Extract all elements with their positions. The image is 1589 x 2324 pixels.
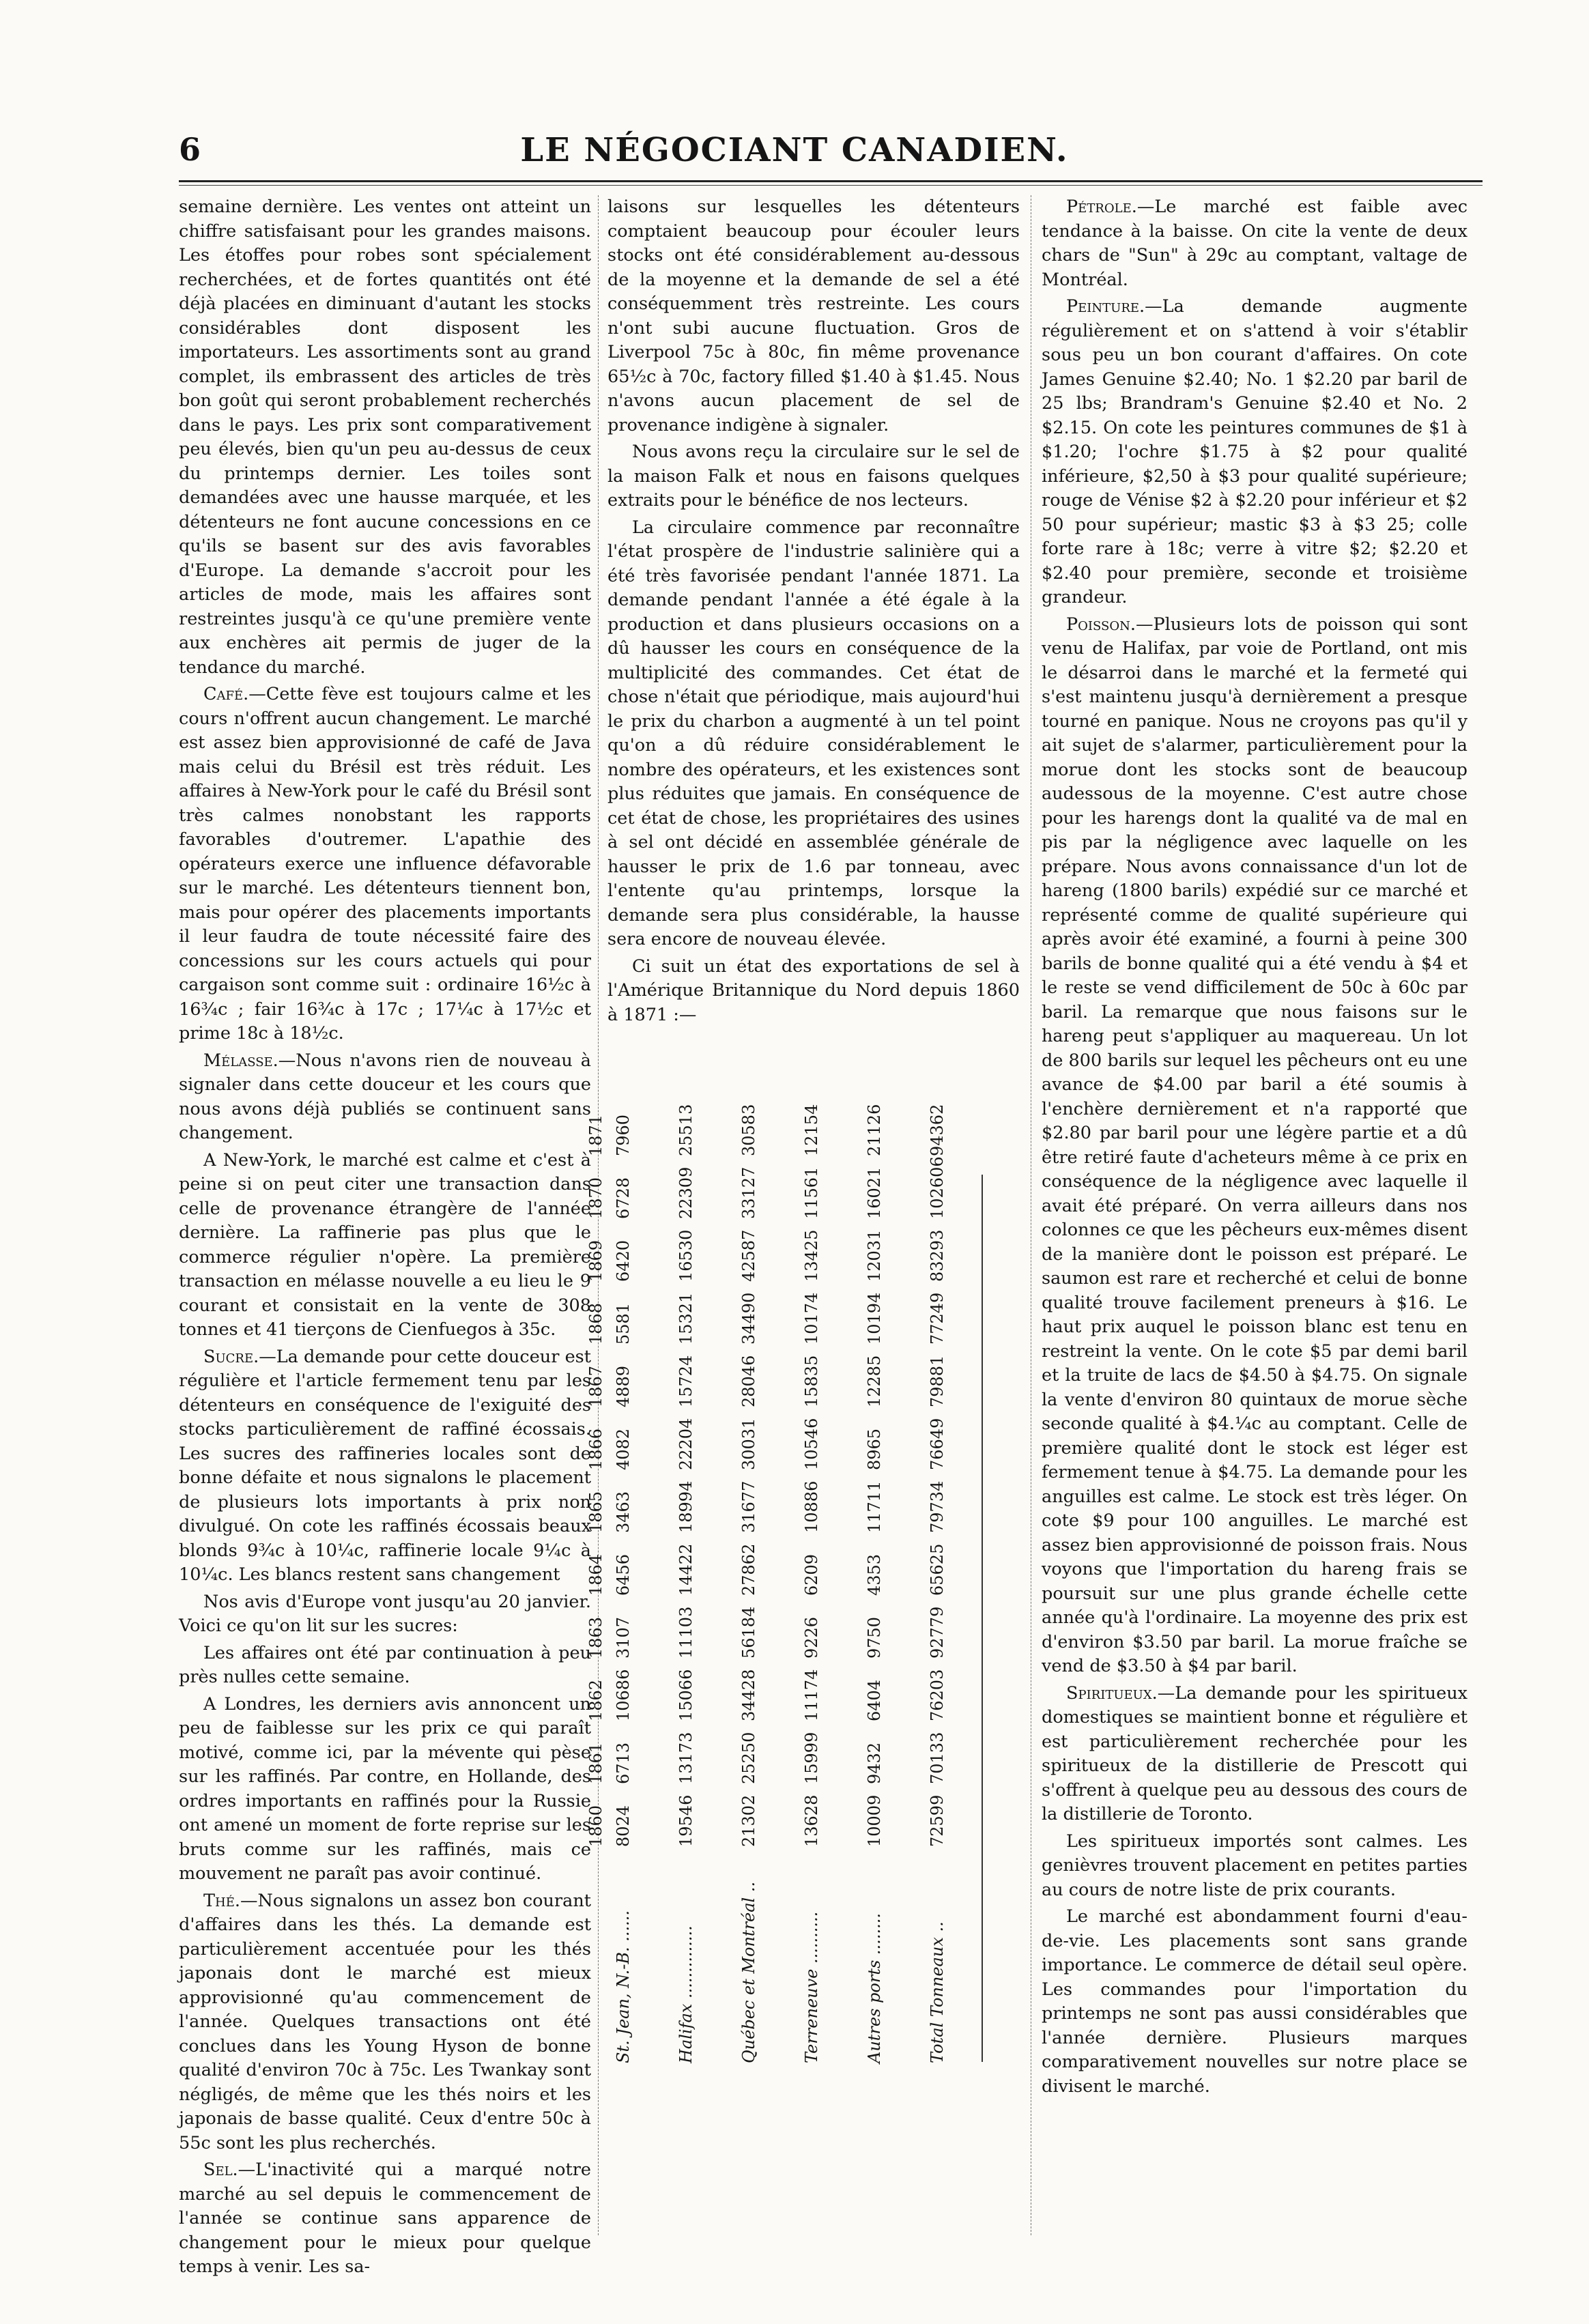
year-cell: 1860 xyxy=(586,1805,605,1847)
section-lead: Spiritueux. xyxy=(1066,1682,1158,1704)
paragraph xyxy=(179,1345,591,1588)
table-cell: 102606 xyxy=(928,1156,947,1219)
column-1 xyxy=(179,195,591,2277)
table-cell: 25513 xyxy=(676,1104,696,1156)
paragraph-text: —Le marché est faible avec tendance à la baisse. On cite la vente de deux chars de "Sun" à 29c au comptant, valtage de Montréal. xyxy=(1042,197,1468,290)
table-cell: 30031 xyxy=(739,1418,758,1470)
row-label: St. Jean, N.-B. ...... xyxy=(614,1910,633,2063)
table-cell: 70133 xyxy=(928,1732,947,1784)
table-cell: 16021 xyxy=(865,1166,884,1219)
section-lead: Sucre. xyxy=(203,1346,259,1367)
paragraph-text: —La demande pour cette douceur est régulière et l'article fermement tenu par les détenteurs en conséquence de l'exiguité des stocks particulièrement de raffiné écossais. Les sucres des raffineries locales sont de bonne défaite et nous signalons le placement de plusieurs lots importants à prix non divulgué. On cote les raffinés écossais beaux blonds 9¾c à 10¼c, raffinerie locale 9¼c à 10¼c. Les blancs restent sans changement xyxy=(179,1346,591,1585)
paragraph-text: —Nous n'avons rien de nouveau à signaler dans cette douceur et les cours que nous avons déjà publiés se continuent sans changement. xyxy=(179,1050,591,1143)
paragraph-text: semaine dernière. Les ventes ont atteint un chiffre satisfaisant pour les grandes maisons. Les étoffes pour robes sont spécialement recherchées, et de fortes quantités ont été déjà placées en diminuant d'autant les stocks considérables dont disposent les importateurs. Les assortiments sont au grand complet, ils embrassent des articles de très bon goût qui seront probablement recherchés dans le pays. Les prix sont comparativement peu élevés, bien qu'un peu au-dessus de ceux du printemps dernier. Les toiles sont demandées avec une hausse marquée, et les détenteurs ne font aucune concessions en ce qu'ils se basent sur des avis favorables d'Europe. La demande s'accroit pour les articles de mode, mais les affaires sont restreintes jusqu'à ce qu'une première vente aux enchères ait permis de juger de la tendance du marché. xyxy=(179,197,591,678)
paragraph-text: A Londres, les derniers avis annoncent un peu de faiblesse sur les prix ce qui paraît motivé, comme ici, par la mévente qui pèse sur les raffinés. Par contre, en Hollande, des ordres importants en raffinés pour la Russie ont amené un moment de forte reprise sur les bruts comme sur les raffinés, mais ce mouvement ne paraît pas avoir continué. xyxy=(179,1693,591,1884)
table-row xyxy=(674,1031,702,2069)
year-cell: 1863 xyxy=(586,1616,605,1659)
paragraph xyxy=(1042,1682,1468,1827)
paragraph-text: Les affaires ont été par continuation à peu près nulles cette semaine. xyxy=(179,1642,591,1687)
table-cell: 11174 xyxy=(802,1669,821,1721)
row-label: Total Tonneaux .. xyxy=(928,1921,947,2063)
paragraph xyxy=(179,1149,591,1343)
paragraph-text: laisons sur lesquelles les détenteurs comptaient beaucoup pour écouler leurs stocks ont été considérablement au-dessous de la moyenne et la demande de sel a été conséquemment très restreinte. Les cours n'ont subi aucune fluctuation. Gros de Liverpool 75c à 80c, fin même provenance 65½c à 70c, factory filled $1.40 à $1.45. Nous n'avons aucun placement de sel de provenance indigène à signaler. xyxy=(607,197,1020,435)
table-cell: 15835 xyxy=(802,1355,821,1407)
table-cell: 18994 xyxy=(676,1480,696,1533)
row-label: Québec et Montréal .. xyxy=(739,1881,758,2063)
table-cell: 12285 xyxy=(865,1355,884,1407)
table-cell: 6420 xyxy=(614,1239,633,1282)
table-cell: 13173 xyxy=(676,1732,696,1784)
table-cell: 15321 xyxy=(676,1292,696,1345)
table-cell: 13425 xyxy=(802,1229,821,1282)
paragraph-text: Les spiritueux importés sont calmes. Les genièvres trouvent placement en petites parties au cours de notre liste de prix courants. xyxy=(1042,1831,1468,1900)
paragraph-text: —La demande pour les spiritueux domestiques se maintient bonne et régulière et est particulièrement recherchée pour les spiritueux de la distillerie de Prescott qui s'offrent à quelque peu au dessous des cours de la distillerie de Toronto. xyxy=(1042,1682,1468,1824)
table-cell: 7960 xyxy=(614,1114,633,1156)
table-cell: 6728 xyxy=(614,1177,633,1219)
table-cell: 19546 xyxy=(676,1794,696,1847)
table-cell: 8965 xyxy=(865,1428,884,1470)
year-cell: 1861 xyxy=(586,1742,605,1784)
table-cell: 22309 xyxy=(676,1166,696,1219)
table-cell: 10886 xyxy=(802,1480,821,1533)
table-cell: 10194 xyxy=(865,1292,884,1345)
table-cell: 12154 xyxy=(802,1104,821,1156)
table-cell: 11561 xyxy=(802,1166,821,1219)
row-label: Halifax .............. xyxy=(676,1925,696,2063)
table-cell: 16530 xyxy=(676,1229,696,1282)
salt-exports-table xyxy=(586,1031,1020,2069)
table-cell: 76649 xyxy=(928,1418,947,1470)
section-lead: Café. xyxy=(203,684,249,704)
table-cell: 79734 xyxy=(928,1480,947,1533)
paragraph xyxy=(1042,1905,1468,2099)
table-cell: 6713 xyxy=(614,1742,633,1784)
table-cell: 10174 xyxy=(802,1292,821,1345)
row-label: Autres ports ........ xyxy=(865,1913,884,2063)
paragraph-text: —Cette fève est toujours calme et les cours n'offrent aucun changement. Le marché est assez bien approvisionné de café de Java mais celui du Brésil est très réduit. Les affaires à New-York pour le café du Brésil sont très calmes nonobstant les rapports favorables d'outremer. L'apathie des opérateurs exerce une influence défavorable sur le marché. Les détenteurs tiennent bon, mais pour opérer des placements importants il leur faudra de toute nécessité faire des concessions sur les cours actuels qui pour cargaison sont comme suit : ordinaire 16½c à 16¾c ; fair 16¾c à 17c ; 17¼c à 17½c et prime 18c à 18½c. xyxy=(179,684,591,1044)
table-cell: 11711 xyxy=(865,1480,884,1533)
year-cell: 1864 xyxy=(586,1553,605,1596)
table-cell: 34428 xyxy=(739,1669,758,1721)
table-cell: 33127 xyxy=(739,1166,758,1219)
table-cell: 15066 xyxy=(676,1669,696,1721)
table-cell: 34490 xyxy=(739,1292,758,1345)
table-cell: 30583 xyxy=(739,1104,758,1156)
table-cell: 3463 xyxy=(614,1491,633,1533)
paragraph-text: —L'inactivité qui a marqué notre marché au sel depuis le commencement de l'année se continue sans apparence de changement pour le mieux pour quelque temps à venir. Les sa- xyxy=(179,2160,591,2277)
year-cell: 1870 xyxy=(586,1177,605,1219)
table-cell: 79881 xyxy=(928,1355,947,1407)
table-cell: 56184 xyxy=(739,1606,758,1659)
paragraph-text: La circulaire commence par reconnaître l'état prospère de l'industrie salinière qui a été très favorisée pendant l'année 1871. La demande pendant l'année a été égale à la production et dans plusieurs occasions on a dû hausser les cours en conséquence de la multiplicité des commandes. Cet état de chose n'était que périodique, mais aujourd'hui le prix du charbon a augmenté à un tel point qu'on a dû réduire considérablement le nombre des opérateurs, et les existences sont plus réduites que jamais. En conséquence de cet état de chose, les propriétaires des usines à sel ont décidé en assemblée générale de hausser le prix de 1.6 par tonneau, avec l'entente qu'au printemps, lorsque la demande sera plus considérable, la hausse sera encore de nouveau élevée. xyxy=(607,517,1020,949)
page-title: LE NÉGOCIANT CANADIEN. xyxy=(520,131,1069,169)
table-cell: 22204 xyxy=(676,1418,696,1470)
paragraph xyxy=(179,1693,591,1887)
paragraph xyxy=(1042,1830,1468,1903)
paragraph xyxy=(607,195,1020,437)
table-cell: 10009 xyxy=(865,1794,884,1847)
paragraph-text: —Plusieurs lots de poisson qui sont venu de Halifax, par voie de Portland, ont mis le désarroi dans le marché et la fermeté qui s'est maintenu jusqu'à dernièrement a presque tourné en panique. Nous ne croyons pas qu'il y ait sujet de s'alarmer, particulièrement pour la morue dont les stocks sont de beaucoup audessous de la moyenne. C'est autre chose pour les harengs dont la qualité va de mal en pis par la négligence avec laquelle on les prépare. Nous avons connaissance d'un lot de hareng (1800 barils) expédié sur ce marché et représenté comme de qualité supérieure qui après avoir été examiné, a fourni à peine 300 barils de bonne qualité qui a été vendu à $4 et le reste se vend difficilement de 50c à 60c par baril. La remarque que nous faisons sur le hareng peut s'appliquer au maquereau. Un lot de 800 barils sur lequel les pêcheurs ont eu une avance de $4.00 par baril a été soumis à l'enchère dernièrement et n'a rapporté que $2.80 par baril pour une légère partie et a dû être retiré faute d'acheteurs même à ce prix en conséquence de la négligence avec laquelle il avait été préparé. On verra ailleurs dans nos colonnes ce que les pêcheurs eux-mêmes disent de la manière dont le poisson est préparé. Le saumon est rare et recherché et celui de bonne qualité trouve facilement preneurs à $16. Le haut prix auquel le poisson blanc est tenu en restreint la vente. On le cote $5 par demi baril et la truite de lacs de $4.50 à $4.75. On signale la vente d'environ 80 quintaux de morue sèche seconde qualité à $4.¼c au comptant. Celle de première qualité dont le stock est léger est fermement tenue à $4.75. La demande pour les anguilles est calme. Le stock est très léger. On cote $9 pour 100 anguilles. Le marché est assez bien approvisionné de poisson frais. Nous voyons que l'importation du hareng frais se poursuit sur une plus grande échelle cette année qu'à l'ordinaire. La moyenne des prix est d'environ $3.50 par baril. La morue fraîche se vend de $3.50 à $4 par baril. xyxy=(1042,614,1468,1676)
section-lead: Peinture. xyxy=(1066,296,1145,317)
header-rule-thin xyxy=(179,185,1483,186)
paragraph xyxy=(179,1889,591,2156)
section-lead: Sel. xyxy=(203,2160,238,2180)
table-cell: 77249 xyxy=(928,1292,947,1345)
table-cell: 6209 xyxy=(802,1553,821,1596)
table-cell: 94362 xyxy=(928,1104,947,1156)
table-cell: 15724 xyxy=(676,1355,696,1407)
paragraph xyxy=(179,683,591,1046)
column-3 xyxy=(1042,195,1468,2235)
table-cell: 10686 xyxy=(614,1669,633,1721)
table-cell: 25250 xyxy=(739,1732,758,1784)
row-label: Terreneuve .......... xyxy=(802,1911,821,2063)
table-cell: 6456 xyxy=(614,1553,633,1596)
table-row xyxy=(800,1031,827,2069)
year-cell: 1868 xyxy=(586,1302,605,1345)
table-cell: 9226 xyxy=(802,1616,821,1659)
table-cell: 5581 xyxy=(614,1302,633,1345)
paragraph-text: A New-York, le marché est calme et c'est à peine si on peut citer une transaction dans celle de provenance étrangère de l'année dernière. La raffinerie pas plus que le commerce régulier n'opère. La première transaction en mélasse nouvelle a eu lieu le 9 courant et consistait en la vente de 308 tonnes et 41 tierçons de Cienfuegos à 35c. xyxy=(179,1149,591,1340)
year-cell: 1865 xyxy=(586,1491,605,1533)
year-cell: 1867 xyxy=(586,1365,605,1407)
paragraph xyxy=(1042,195,1468,292)
table-cell: 15999 xyxy=(802,1732,821,1784)
table-cell: 4082 xyxy=(614,1428,633,1470)
table-cell: 72599 xyxy=(928,1794,947,1847)
table-cell: 21302 xyxy=(739,1794,758,1847)
paragraph xyxy=(1042,295,1468,610)
paragraph-text: Le marché est abondamment fourni d'eau-de-vie. Les placements sont sans grande importance. Le commerce de détail seul opère. Les commandes pour l'importation du printemps ne sont pas aussi considérables que l'année dernière. Plusieurs marques comparativement nouvelles sur notre place se divisent le marché. xyxy=(1042,1906,1468,2097)
paragraph xyxy=(607,440,1020,513)
year-cell: 1866 xyxy=(586,1428,605,1470)
year-cell: 1869 xyxy=(586,1239,605,1282)
table-cell: 27862 xyxy=(739,1543,758,1596)
paragraph-text: Ci suit un état des exportations de sel à l'Amérique Britannique du Nord depuis 1860 à 1871 :— xyxy=(607,956,1020,1025)
table-cell: 8024 xyxy=(614,1805,633,1847)
table-row xyxy=(737,1031,764,2069)
table-cell: 14422 xyxy=(676,1543,696,1596)
section-lead: Thé. xyxy=(203,1890,240,1911)
year-cell: 1862 xyxy=(586,1679,605,1721)
table-cell: 4353 xyxy=(865,1553,884,1596)
paragraph xyxy=(607,516,1020,952)
paragraph-text: Nous avons reçu la circulaire sur le sel de la maison Falk et nous en faisons quelques extraits pour le bénéfice de nos lecteurs. xyxy=(607,442,1020,511)
table-cell: 28046 xyxy=(739,1355,758,1407)
table-row xyxy=(863,1031,890,2069)
table-cell: 9432 xyxy=(865,1742,884,1784)
paragraph xyxy=(607,955,1020,1028)
header-rule xyxy=(179,180,1483,182)
paragraph-text: —La demande augmente régulièrement et on s'attend à voir s'établir sous peu un bon courant d'affaires. On cote James Genuine $2.40; No. 1 $2.20 par baril de 25 lbs; Brandram's Genuine $2.40 et No. 2 $2.15. On cote les peintures communes de $1 à $1.20; l'ochre $1.75 à $2 pour qualité inférieure, $2,50 à $3 pour qualité supérieure; rouge de Vénise $2 à $2.20 pour inférieur et $2 50 pour supérieur; mastic $3 à $3 25; colle forte rare à 18c; verre à vitre $2; $2.20 et $2.40 pour première, seconde et troisième grandeur. xyxy=(1042,296,1468,607)
table-cell: 21126 xyxy=(865,1104,884,1156)
table-row xyxy=(926,1031,953,2069)
section-lead: Mélasse. xyxy=(203,1050,278,1071)
section-lead: Pétrole. xyxy=(1066,197,1137,217)
table-cell: 92779 xyxy=(928,1606,947,1659)
table-cell: 6404 xyxy=(865,1679,884,1721)
column-2-text xyxy=(607,195,1020,1027)
table-cell: 3107 xyxy=(614,1616,633,1659)
table-cell: 31677 xyxy=(739,1480,758,1533)
paragraph xyxy=(179,1590,591,1639)
table-rule xyxy=(982,1175,983,2062)
table-cell: 76203 xyxy=(928,1669,947,1721)
column-2 xyxy=(586,195,1020,2235)
paragraph xyxy=(179,1641,591,1690)
table-cell: 11103 xyxy=(676,1606,696,1659)
table-cell: 9750 xyxy=(865,1616,884,1659)
paragraph xyxy=(179,195,591,680)
paragraph-text: —Nous signalons un assez bon courant d'affaires dans les thés. La demande est particulièrement accentuée pour les thés japonais dont le marché est mieux approvisionné qu'au commencement de l'année. Quelques transactions ont été conclues dans les Young Hyson de bonne qualité d'environ 70c à 75c. Les Twankay sont négligés, de même que les thés noirs et les japonais de basse qualité. Ceux d'entre 50c à 55c sont les plus recherchés. xyxy=(179,1890,591,2153)
page-number: 6 xyxy=(179,131,201,168)
paragraph-text: Nos avis d'Europe vont jusqu'au 20 janvier. Voici ce qu'on lit sur les sucres: xyxy=(179,1591,591,1636)
paragraph xyxy=(179,2158,591,2280)
table-cell: 65625 xyxy=(928,1543,947,1596)
year-cell: 1871 xyxy=(586,1114,605,1156)
table-cell: 12031 xyxy=(865,1229,884,1282)
table-cell: 10546 xyxy=(802,1418,821,1470)
paragraph xyxy=(179,1049,591,1146)
table-cell: 4889 xyxy=(614,1365,633,1407)
year-header xyxy=(584,1031,612,2069)
paragraph xyxy=(1042,613,1468,1679)
section-lead: Poisson. xyxy=(1066,614,1136,635)
table-cell: 42587 xyxy=(739,1229,758,1282)
table-cell: 83293 xyxy=(928,1229,947,1282)
table-row xyxy=(612,1031,639,2069)
table-cell: 13628 xyxy=(802,1794,821,1847)
